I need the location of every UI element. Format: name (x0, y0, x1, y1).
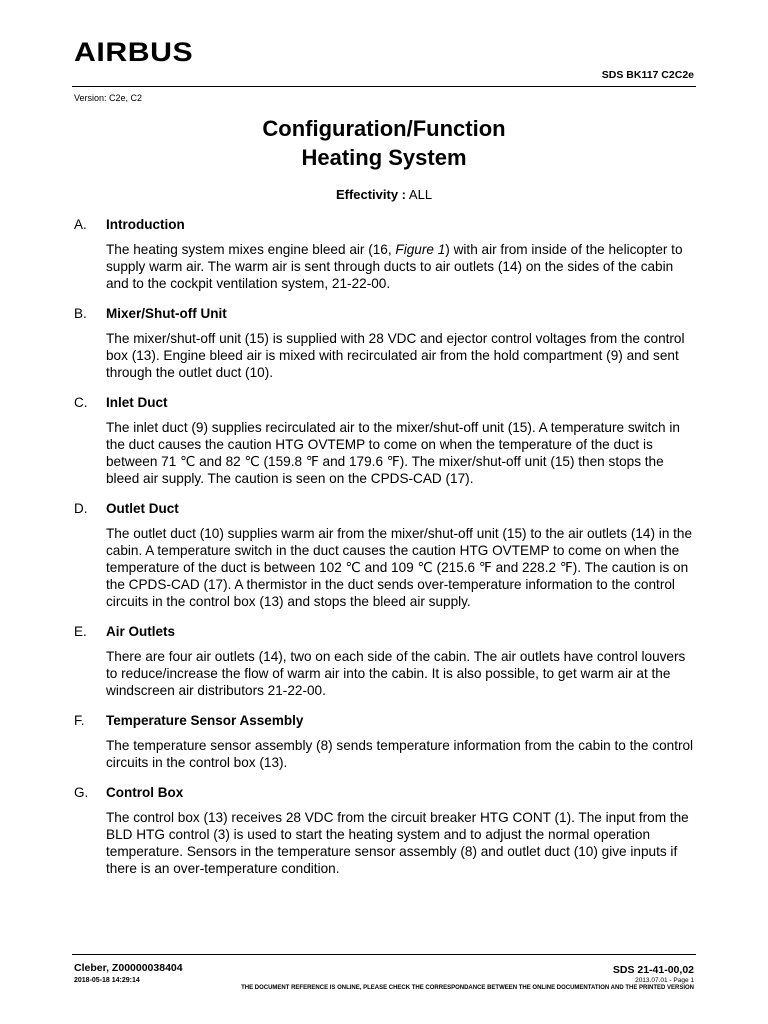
section-letter: G. (74, 785, 89, 800)
section-title: Outlet Duct (106, 501, 179, 516)
version-label: Version: C2e, C2 (74, 93, 143, 103)
figure-reference-link[interactable]: Figure 1 (395, 242, 446, 257)
page-title: Configuration/Function (262, 116, 506, 141)
section-title: Mixer/Shut-off Unit (106, 306, 227, 321)
section-title: Temperature Sensor Assembly (106, 713, 304, 728)
effectivity-value: ALL (408, 187, 433, 202)
section-title: Inlet Duct (106, 395, 168, 410)
section-text: The control box (13) receives 28 VDC from the circuit breaker HTG CONT (1). The input from the BLD HTG control (3) is used to start the heating system and to adjust the normal operation temperature. Sensors in the temperature sensor assembly (8) and outlet duct (10) give inputs if there is an over-temperature condition. (106, 810, 689, 876)
section-title: Air Outlets (106, 624, 176, 639)
footer-user: Cleber, Z00000038404 (74, 962, 183, 974)
footer-document-reference: SDS 21-41-00,02 (612, 964, 694, 976)
footer-page-info: 2013.07.01 - Page 1 (635, 977, 694, 984)
section-title: Introduction (106, 217, 185, 232)
section-title: Control Box (106, 785, 184, 800)
section-text: The outlet duct (10) supplies warm air from the mixer/shut-off unit (15) to the air outlets (14) in the cabin. A temperature switch in the duct causes the caution HTG OVTEMP to come on when the temperature of the duct is between 102 ℃ and 109 ℃ (215.6 ℉ and 228.2 ℉). The caution is on the CPDS-CAD (17). A thermistor in the duct sends over-temperature information to the control circuits in the control box (13) and stops the bleed air supply. (106, 526, 693, 609)
section-text-part: The heating system mixes engine bleed air (16, (106, 242, 396, 257)
section-text: The temperature sensor assembly (8) sends temperature information from the cabin to the control circuits in the control box (13). (106, 738, 694, 770)
section-text: The mixer/shut-off unit (15) is supplied with 28 VDC and ejector control voltages from the control box (13). Engine bleed air is mixed with recirculated air from the hold compartment (9) and sent through the outlet duct (10). (106, 331, 685, 380)
footer-print-date: 2018-05-18 14:29:14 (74, 977, 140, 984)
section-letter: A. (74, 217, 87, 232)
document-code: SDS BK117 C2C2e (601, 69, 694, 81)
header-divider (72, 86, 696, 87)
footer-divider (72, 954, 696, 955)
section-text: There are four air outlets (14), two on each side of the cabin. The air outlets have control louvers to reduce/increase the flow of warm air into the cabin. It is also possible, to get warm air at the windscreen air distributors 21-22-00. (106, 649, 686, 698)
section-letter: D. (74, 501, 88, 516)
section-text (106, 241, 696, 292)
section-introduction (74, 216, 696, 292)
section-control-box (74, 784, 696, 877)
footer-disclaimer: THE DOCUMENT REFERENCE IS ONLINE, PLEASE CHECK THE CORRESPONDANCE BETWEEN THE ONLINE DOCUMENTATION AND THE PRINTED VERSION (241, 985, 694, 991)
section-air-outlets (74, 623, 696, 699)
section-letter: F. (74, 713, 85, 728)
airbus-logo: AIRBUS (74, 37, 194, 67)
section-text: The inlet duct (9) supplies recirculated air to the mixer/shut-off unit (15). A temperature switch in the duct causes the caution HTG OVTEMP to come on when the temperature of the duct is between 71 ℃ and 82 ℃ (159.8 ℉ and 179.6 ℉). The mixer/shut-off unit (15) then stops the bleed air supply. The caution is seen on the CPDS-CAD (17). (106, 420, 680, 486)
section-letter: E. (74, 624, 87, 639)
section-letter: B. (74, 306, 87, 321)
section-inlet-duct (74, 394, 696, 487)
section-text-part: ) with air from inside of the helicopter to supply warm air. The warm air is sent through ducts to air outlets (14) on the sides of the cabin and to the cockpit ventilation system, 21-22-00. (106, 242, 683, 291)
section-letter: C. (74, 395, 88, 410)
section-temperature-sensor-assembly (74, 712, 696, 771)
effectivity (0, 187, 768, 203)
section-mixer-shut-off-unit (74, 305, 696, 381)
page-subtitle: Heating System (301, 145, 467, 170)
document-body (74, 216, 696, 890)
section-outlet-duct (74, 500, 696, 610)
effectivity-label: Effectivity : (335, 187, 407, 202)
